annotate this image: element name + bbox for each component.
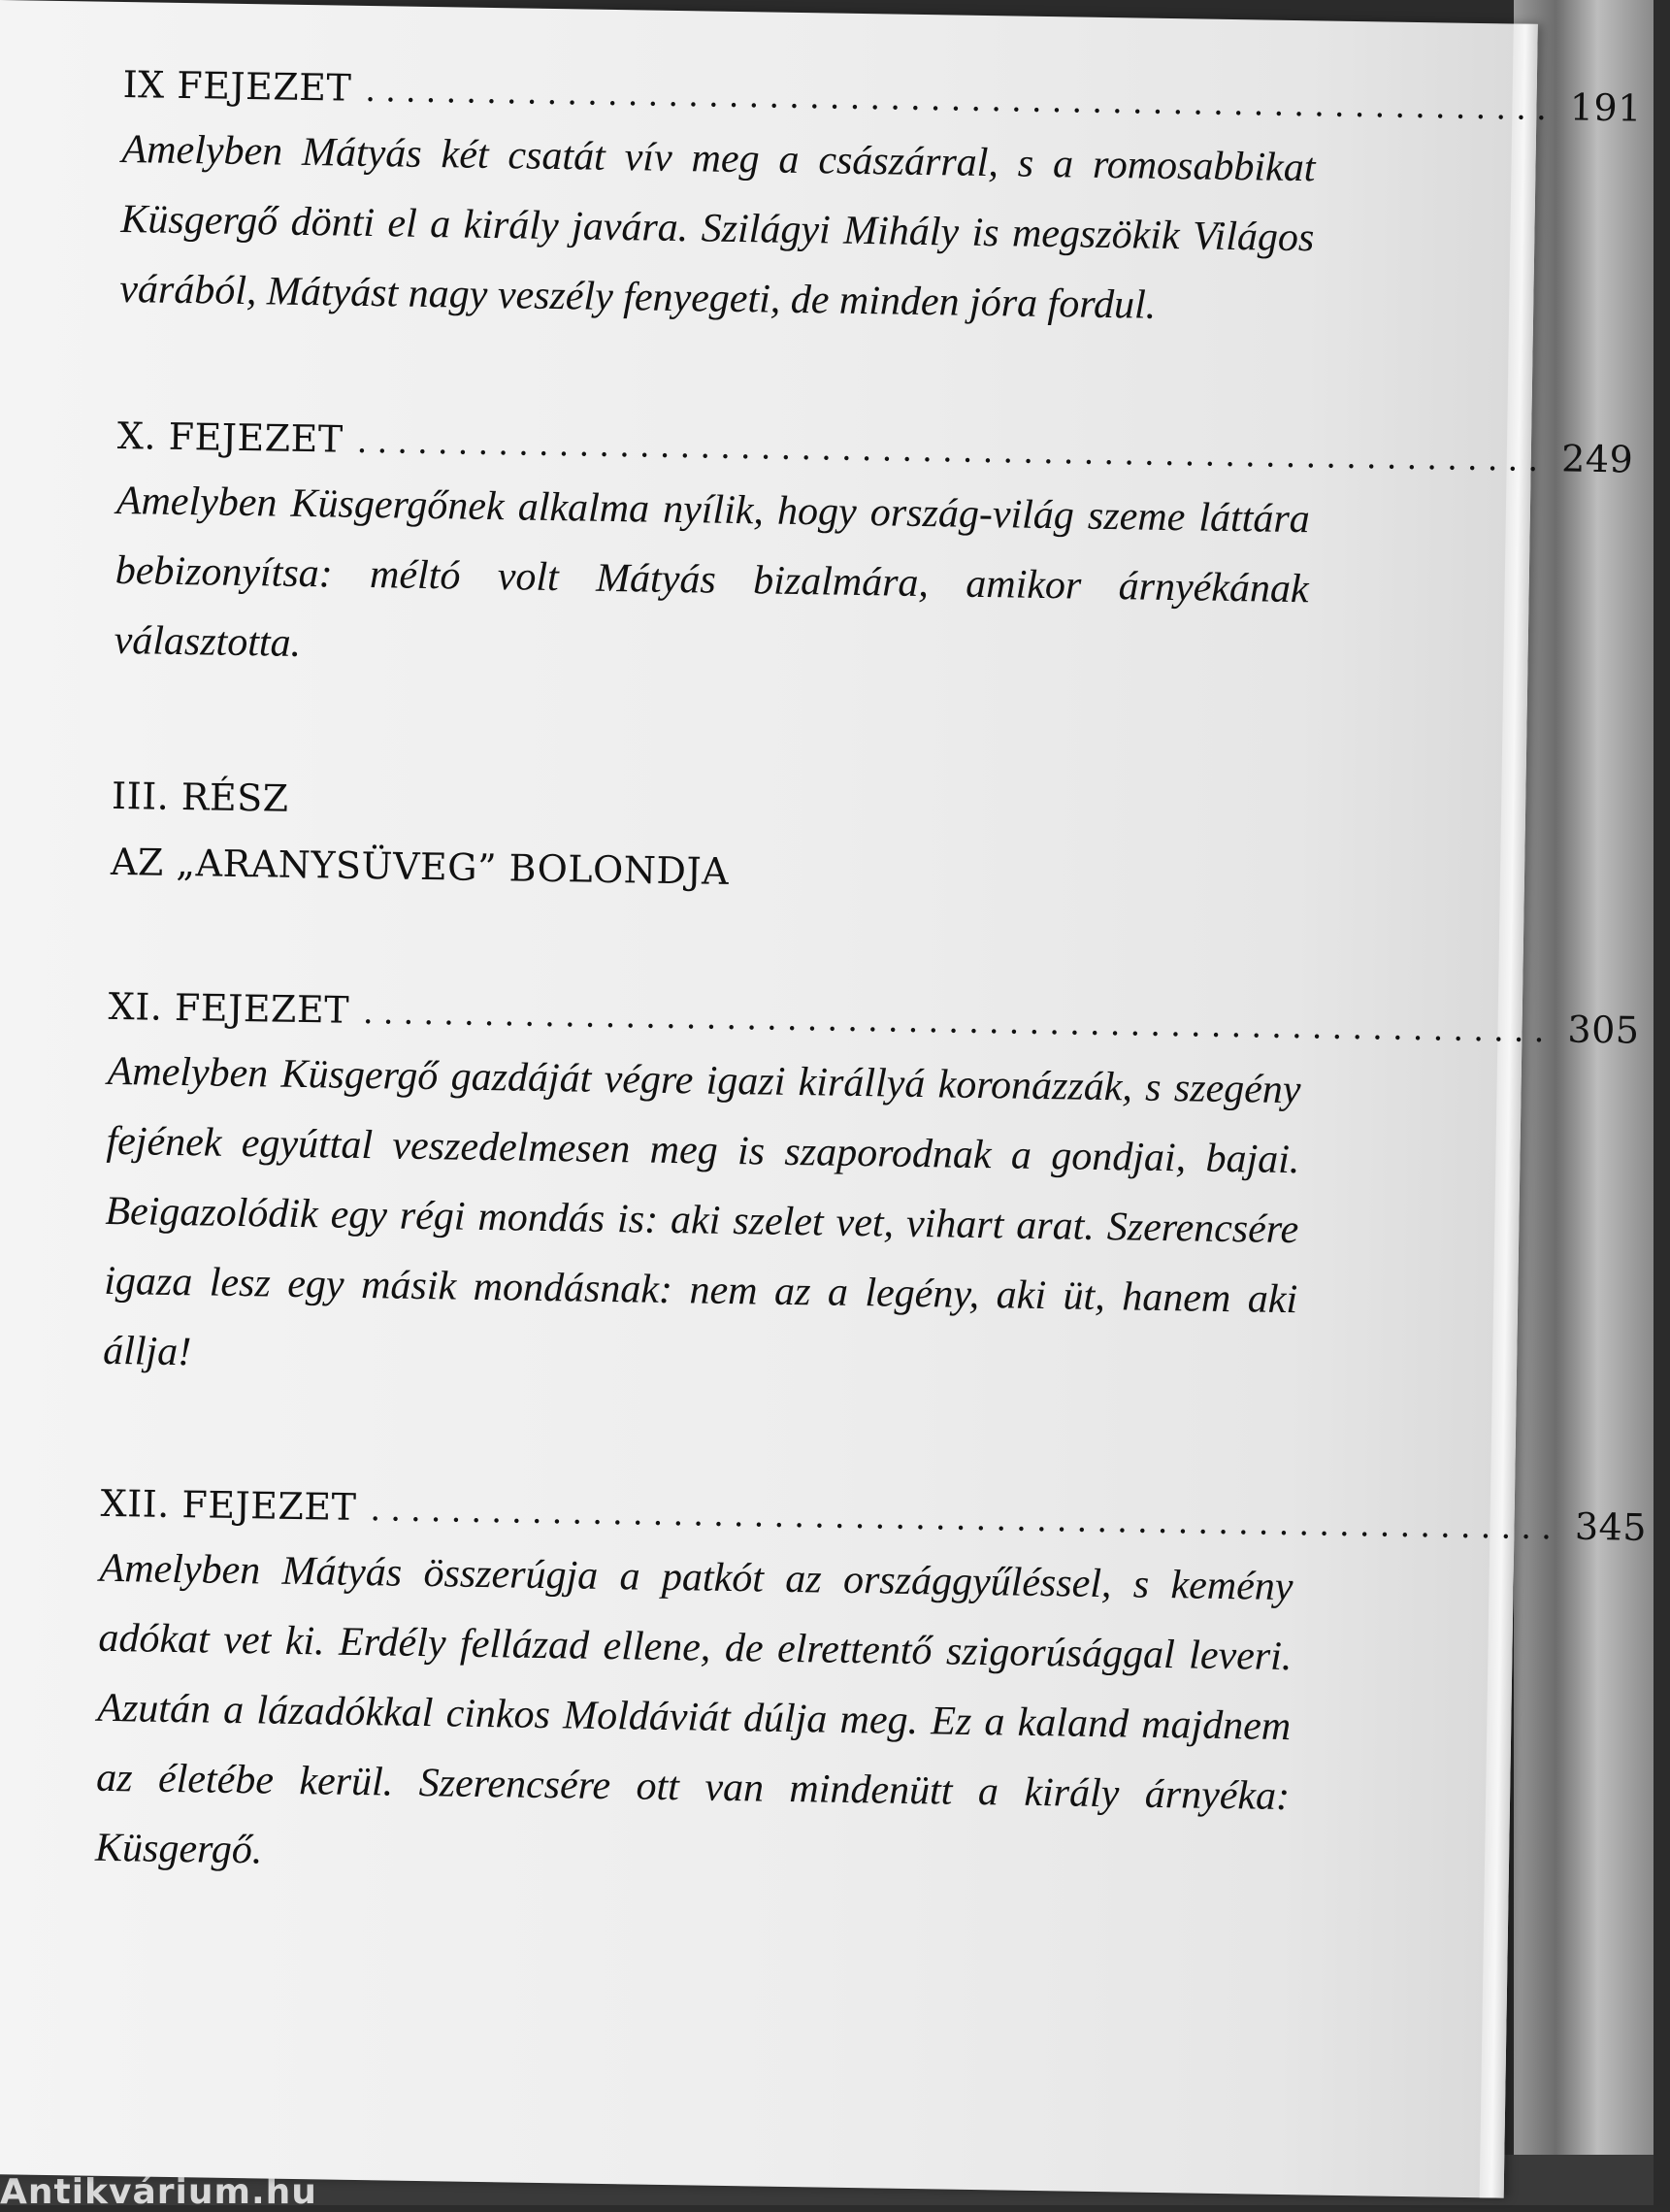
chapter-description: Amelyben Mátyás két csatát vív meg a császárral, s a romosabbikat Küsgergő dönti el a király javára. Szilágyi Mihály is megszökik Világos várából, Mátyást nagy veszély fenyegeti, de minden jóra fordul. — [118, 126, 1316, 328]
background-strip — [1514, 0, 1654, 2205]
page-number: 191 — [1569, 85, 1643, 130]
chapter-heading: IX FEJEZET — [122, 63, 352, 110]
page-number: 345 — [1574, 1504, 1648, 1549]
chapter-heading: XI. FEJEZET — [108, 984, 350, 1032]
part-heading — [111, 763, 1306, 913]
toc-entry-x — [114, 412, 1634, 694]
dot-leader: ........................................................... — [370, 1490, 1562, 1548]
chapter-description: Amelyben Mátyás összerúgja a patkót az országgyűléssel, s kemény adókat vet ki. Erdély fellázad ellene, de elrettentő szigorúsággal leveri. Azután a lázadókkal cinkos Moldáviát dúlja meg. Ez a kaland majdnem az életébe kerül. Szerencsére ott van mindenütt a király árnyéka: Küsgergő. — [94, 1545, 1293, 1873]
table-of-contents — [94, 60, 1648, 1901]
toc-entry-xi — [102, 982, 1640, 1404]
dot-leader: ........................................................... — [362, 993, 1555, 1051]
chapter-description: Amelyben Küsgergő gazdáját végre igazi királlyá koronázzák, s szegény fejének egyúttal veszedelmesen meg is szaporodnak a gondjai, bajai. Beigazolódik egy régi mondás is: aki szelet vet, vihart arat. Szerencsére igaza lesz egy másik mondásnak: nem az a legény, aki üt, hanem aki állja! — [102, 1048, 1301, 1375]
dot-leader: ........................................................... — [356, 421, 1549, 480]
toc-entry-xii — [94, 1479, 1648, 1901]
page-number: 305 — [1567, 1007, 1640, 1052]
part-title: AZ „ARANYSÜVEG” BOLONDJA — [110, 840, 730, 893]
chapter-heading: XII. FEJEZET — [100, 1481, 357, 1529]
toc-entry-ix — [118, 60, 1643, 343]
page-number: 249 — [1560, 437, 1634, 481]
watermark: Antikvárium.hu — [0, 2172, 317, 2212]
dot-leader: ........................................................... — [364, 70, 1557, 129]
chapter-description: Amelyben Küsgergőnek alkalma nyílik, hogy ország-világ szeme láttára bebizonyítsa: méltó volt Mátyás bizalmára, amikor árnyékának választotta. — [114, 478, 1311, 666]
part-number: III. RÉSZ — [111, 774, 289, 820]
chapter-heading: X. FEJEZET — [116, 413, 344, 461]
